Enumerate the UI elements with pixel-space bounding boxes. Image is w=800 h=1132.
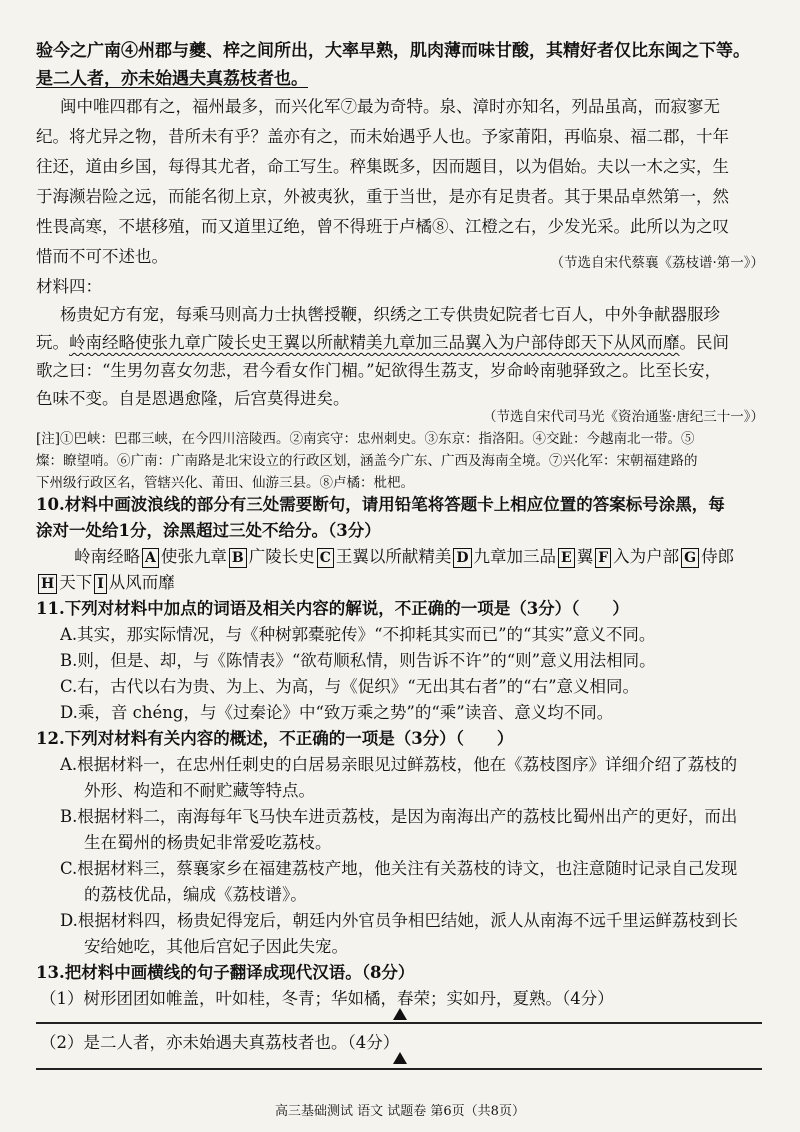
m4-line-start: 玩。 (36, 333, 69, 352)
m4-line: 杨贵妃方有宠，每乘马则高力士执辔授鞭，织绣之工专供贵妃院者七百人，中外争献器服珍 (60, 305, 720, 324)
m3-line: 往还，道由乡国，每得其尤者，命工写生。稡集既多，因而题目，以为倡始。夫以一木之实，生 (36, 157, 729, 176)
m4-heading: 材料四： (36, 277, 102, 296)
q10-choice-box[interactable]: D (453, 548, 471, 568)
q10-choice-box[interactable]: H (38, 574, 57, 594)
page-footer: 高三基础测试 语文 试题卷 第6页（共8页） (275, 1104, 525, 1119)
q11-option: A.其实，那实际情况，与《种树郭橐驼传》“不抑耗其实而已”的“其实”意义不同。 (60, 625, 656, 644)
q12-option-line: 生在蜀州的杨贵妃非常爱吃荔枝。 (84, 833, 332, 852)
answer-line[interactable] (36, 1068, 762, 1070)
translation-sentence-2: 是二人者，亦未始遇夫真荔枝者也。 (36, 69, 308, 89)
m4-line: 歌之曰：“生男勿喜女勿悲，君今看女作门楣。”妃欲得生荔支，岁命岭南驰驿致之。比至长安， (36, 361, 722, 380)
q13-part-2: （2）是二人者，亦未始遇夫真荔枝者也。（4分） (40, 1033, 400, 1052)
q10-choice-box[interactable]: A (142, 548, 159, 568)
q10-segment: 天下 (59, 573, 93, 592)
q12-option-line: 安给她吃，其他后宫妃子因此失宠。 (84, 937, 348, 956)
q10-choice-box[interactable]: B (229, 548, 247, 568)
m4-line (36, 330, 800, 356)
answer-line[interactable] (36, 1022, 762, 1024)
q12-option-line: B.根据材料二，南海每年飞马快车进贡荔枝，是因为南海出产的荔枝比蜀州出产的更好，而出 (60, 807, 738, 826)
q10-stem: 10.材料中画波浪线的部分有三处需要断句，请用铅笔将答题卡上相应位置的答案标号涂黑，每 (36, 495, 725, 514)
q10-segment: 翼 (576, 547, 594, 566)
q10-segment: 从风而靡 (108, 573, 175, 592)
q10-choice-box[interactable]: I (94, 574, 107, 594)
q10-stem: 涂对一处给1分，涂黑超过三处不给分。（3分） (36, 521, 381, 540)
m3-line: 闽中唯四郡有之，福州最多，而兴化军⑦最为奇特。泉、漳时亦知名，列品虽高，而寂寥无 (60, 97, 720, 116)
m3-line: 惜而不可不述也。 (36, 247, 168, 266)
wavy-passage: 岭南经略使张九章广陵长史王翼以所献精美九章加三品翼入为户部侍郎天下从风而靡 (69, 333, 680, 352)
q10-segment: 王翼以所献精美 (335, 547, 452, 566)
q12-option-line: C.根据材料三，蔡襄家乡在福建荔枝产地，他关注有关荔枝的诗文，也注意随时记录自己发现 (60, 859, 738, 878)
q13-part-1: （1）树形团团如帷盖，叶如桂，冬青；华如橘，春荣；实如丹，夏熟。（4分） (40, 989, 614, 1008)
q12-option-line: A.根据材料一，在忠州任刺史的白居易亲眼见过鲜荔枝，他在《荔枝图序》详细介绍了荔枝的 (60, 755, 738, 774)
m4-source: （节选自宋代司马光《资治通鉴·唐纪三十一》） (482, 409, 764, 425)
q11-option: C.右，古代以右为贵、为上、为高，与《促织》“无出其右者”的“右”意义相同。 (60, 677, 640, 696)
note-line: 下州级行政区名，管辖兴化、莆田、仙游三县。⑧卢橘：枇杷。 (36, 475, 414, 491)
m3-line: 纪。将尤异之物，昔所未有乎？盖亦有之，而未始遇乎人也。予家莆阳，再临泉、福二郡，十年 (36, 127, 729, 146)
q12-option-line: D.根据材料四，杨贵妃得宠后，朝廷内外官员争相巴结她，派人从南海不远千里运鲜荔枝到长 (60, 911, 738, 930)
q10-segment-row-2 (36, 570, 800, 596)
q10-segment-row-1 (74, 544, 800, 570)
q11-stem: 11.下列对材料中加点的词语及相关内容的解说，不正确的一项是（3分）（ ） (36, 599, 629, 618)
q11-option: B.则，但是、却，与《陈情表》“欲苟顺私情，则告诉不许”的“则”意义用法相同。 (60, 651, 656, 670)
m3-line: 于海濒岩险之远，而能名彻上京，外被夷狄，重于当世，是亦有足贵者。其于果品卓然第一，然 (36, 187, 729, 206)
answer-area-triangle-icon (393, 1008, 407, 1020)
m3-source: （节选自宋代蔡襄《荔枝谱·第一》） (550, 255, 764, 271)
q10-segment: 侍郎 (701, 547, 735, 566)
cont-line-1: 验今之广南④州郡与夔、梓之间所出，大率早熟，肌肉薄而味甘酸，其精好者仅比东闽之下等。 (36, 41, 750, 61)
q10-choice-box[interactable]: G (681, 548, 699, 568)
q10-segment: 九章加三品 (473, 547, 557, 566)
q13-stem: 13.把材料中画横线的句子翻译成现代汉语。（8分） (36, 963, 415, 982)
q10-segment: 广陵长史 (248, 547, 315, 566)
q12-option-line: 的荔枝优品，编成《荔枝谱》。 (84, 885, 307, 904)
q10-segment: 岭南经略 (74, 547, 140, 566)
q10-choice-box[interactable]: F (595, 548, 611, 568)
note-line: [注]①巴峡：巴郡三峡，在今四川涪陵西。②南宾守：忠州刺史。③东京：指洛阳。④交趾：今越南北一带。⑤ (36, 431, 695, 447)
q10-segment: 入为户部 (613, 547, 680, 566)
q10-segment: 使张九章 (160, 547, 227, 566)
answer-area-triangle-icon (393, 1052, 407, 1064)
q11-option: D.乘，音 chéng，与《过秦论》中“致万乘之势”的“乘”读音、意义均不同。 (60, 703, 614, 722)
m4-line-end: 。民间 (679, 333, 729, 352)
m4-line: 色味不变。自是恩遇愈隆，后宫莫得进矣。 (36, 389, 350, 408)
note-line: 燦：瞭望哨。⑥广南：广南路是北宋设立的行政区划，涵盖今广东、广西及海南全境。⑦兴化军：宋朝福建路的 (36, 453, 698, 469)
cont-line-2 (36, 66, 800, 92)
q10-choice-box[interactable]: C (317, 548, 334, 568)
q12-option-line: 外形、构造和不耐贮藏等特点。 (84, 781, 315, 800)
q12-stem: 12.下列对材料有关内容的概述，不正确的一项是（3分）（ ） (36, 729, 514, 748)
q10-choice-box[interactable]: E (558, 548, 575, 568)
m3-line: 性畏高寒，不堪移殖，而又道里辽绝，曾不得班于卢橘⑧、江橙之右，少发光采。此所以为之叹 (36, 217, 729, 236)
